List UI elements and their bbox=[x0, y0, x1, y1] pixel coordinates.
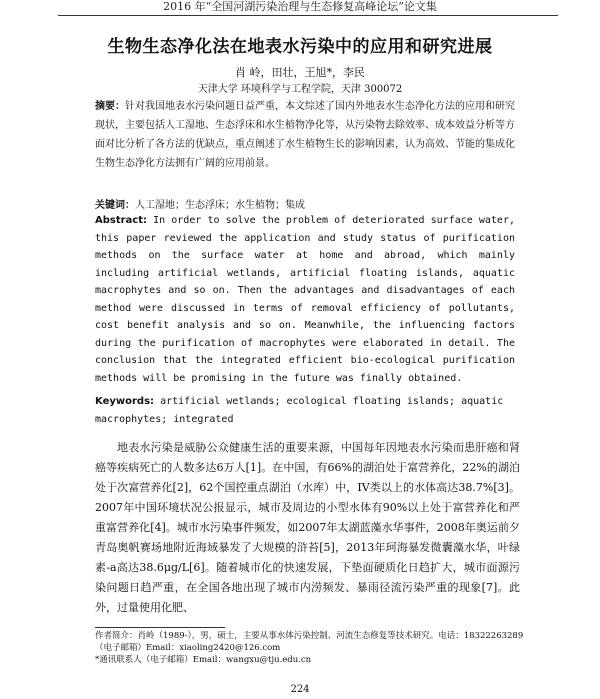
chinese-abstract-label: 摘要： bbox=[95, 101, 125, 112]
english-abstract-label: Abstract: bbox=[95, 215, 148, 226]
english-abstract bbox=[95, 212, 515, 387]
english-abstract-text: In order to solve the problem of deteriorated surface water, this paper reviewed the application and study status of purification methods on the surface water at home and abroad, which mainly including artificial wetlands, artificial floating islands, aquatic macrophytes and so on. Then the advantages and disadvantages of each method were discussed in terms of removal efficiency of pollutants, cost benefit analysis and so on. Meanwhile, the influencing factors during the purification of macrophytes were elaborated in detail. The conclusion that the integrated efficient bio-ecological purification methods will be promising in the future was finally obtained. bbox=[95, 215, 515, 384]
running-header: 2016 年“全国河湖污染治理与生态修复高峰论坛”论文集 bbox=[163, 0, 437, 13]
footnote-divider bbox=[95, 627, 225, 628]
english-keywords-text: artificial wetlands; ecological floating islands; aquatic macrophytes; integrated bbox=[95, 396, 504, 425]
english-keywords bbox=[95, 393, 515, 428]
chinese-keywords-label: 关键词： bbox=[95, 200, 135, 211]
footnote-corresponding: *通讯联系人（电子邮箱）Email：wangxu@tju.edu.cn bbox=[95, 655, 312, 665]
body-paragraph: 地表水污染是威胁公众健康生活的重要来源，中国每年因地表水污染而患肝癌和肾癌等疾病死亡的人数多达6万人[1]。在中国，有66%的湖泊处于富营养化，22%的湖泊处于次富营养化[2]，62个国控重点湖泊（水库）中，IV类以上的水体高达38.7%[3]。2007年中国环境状况公报显示，城市及周边的小型水体有90%以上处于富营养化和严重富营养化[4]。城市水污染事件频发，如2007年太湖蓝藻水华事件，2008年奥运前夕青岛奥帆赛场地附近海域暴发了大规模的浒苔[5]，2013年珂海暴发微囊藻水华，叶绿素-a高达38.6μg/L[6]。随着城市化的快速发展，下垫面硬质化日趋扩大，城市面源污染问题日趋严重，在全国各地出现了城市内涝频发、暴雨径流污染严重的现象[7]。此外，过量使用化肥、 bbox=[95, 441, 520, 614]
page-number: 224 bbox=[290, 684, 310, 695]
footnote-email: （电子邮箱）Email：xiaoling2420@126.com bbox=[95, 643, 281, 653]
footnote-line: 作者简介：肖岭（1989-），男，硕士，主要从事水体污染控制、河流生态修复等技术研究。电话：18322263289 bbox=[95, 631, 524, 641]
paper-title: 生物生态净化法在地表水污染中的应用和研究进展 bbox=[107, 37, 493, 57]
author-list: 肖 岭，田壮，王旭*，李民 bbox=[235, 66, 365, 79]
english-keywords-label: Keywords: bbox=[95, 396, 155, 407]
chinese-abstract bbox=[95, 97, 515, 173]
chinese-abstract-text: 针对我国地表水污染问题日益严重，本文综述了国内外地表水生态净化方法的应用和研究现状，主要包括人工湿地、生态浮床和水生植物净化等，从污染物去除效率、成本效益分析等方面对比分析了各方法的优缺点，重点阐述了水生植物生长的影响因素，认为高效、节能的集成化生物生态净化方法拥有广阔的应用前景。 bbox=[95, 101, 515, 169]
header-divider bbox=[58, 15, 558, 16]
affiliation: 天津大学 环境科学与工程学院，天津 300072 bbox=[197, 84, 403, 95]
author-footnote bbox=[95, 630, 525, 666]
chinese-keywords-text: 人工湿地；生态浮床；水生植物；集成 bbox=[135, 200, 305, 211]
